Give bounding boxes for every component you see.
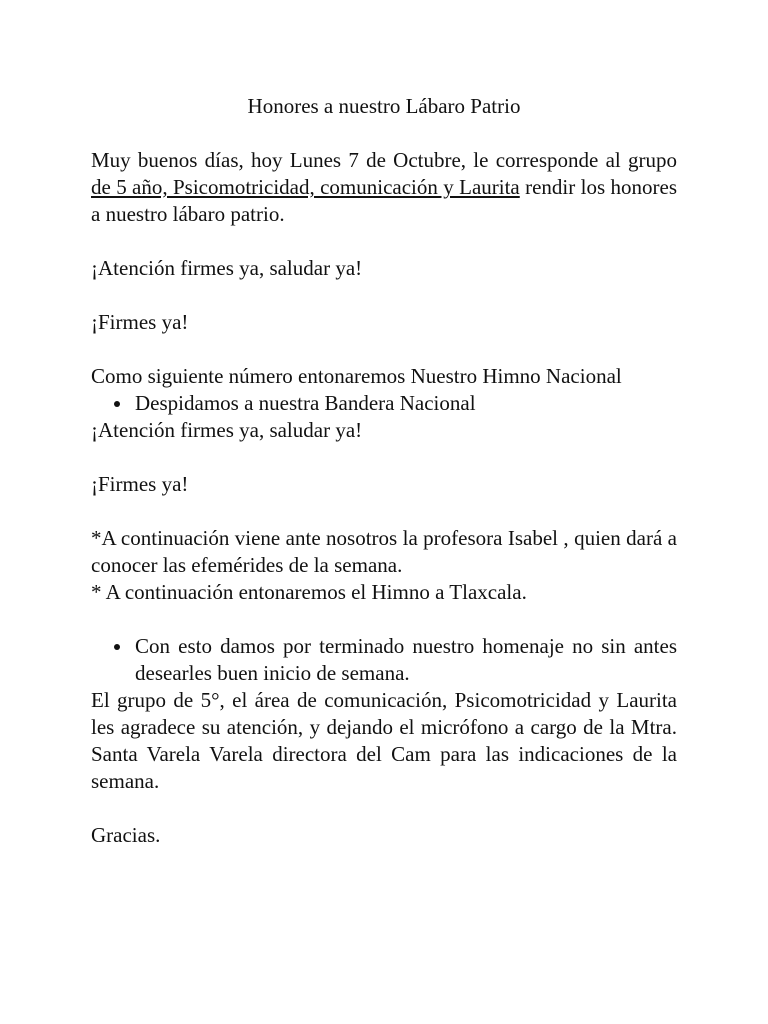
intro-text-start: Muy buenos días, hoy Lunes 7 de Octubre, le corresponde al grupo xyxy=(91,148,677,172)
command-firmes-2: ¡Firmes ya! xyxy=(91,472,189,496)
document-title: Honores a nuestro Lábaro Patrio xyxy=(247,94,521,118)
intro-paragraph xyxy=(91,147,677,228)
command-attention-salute-2: ¡Atención firmes ya, saludar ya! xyxy=(91,418,363,442)
command-attention-salute-1: ¡Atención firmes ya, saludar ya! xyxy=(91,256,363,280)
intro-underlined-groups: de 5 año, Psicomotricidad, comunicación y Laurita xyxy=(91,175,520,199)
bullet-text-closing: Con esto damos por terminado nuestro homenaje no sin antes desearles buen inicio de semana. xyxy=(135,634,677,685)
bullet-icon xyxy=(91,633,135,660)
bullet-item-closing xyxy=(91,633,677,687)
intro-text-end: rendir los honores a nuestro lábaro patrio. xyxy=(91,175,677,226)
command-firmes-1: ¡Firmes ya! xyxy=(91,310,189,334)
efemerides-paragraph: *A continuación viene ante nosotros la profesora Isabel , quien dará a conocer las efemérides de la semana. xyxy=(91,526,677,577)
bullet-text-bandera: Despidamos a nuestra Bandera Nacional xyxy=(135,391,476,415)
himno-tlaxcala-line: * A continuación entonaremos el Himno a Tlaxcala. xyxy=(91,580,527,604)
closing-paragraph: El grupo de 5°, el área de comunicación, Psicomotricidad y Laurita les agradece su atención, y dejando el micrófono a cargo de la Mtra. Santa Varela Varela directora del Cam para las indicaciones de la semana. xyxy=(91,688,677,793)
thanks-line: Gracias. xyxy=(91,823,161,847)
himno-nacional-line: Como siguiente número entonaremos Nuestro Himno Nacional xyxy=(91,364,622,388)
bullet-item-bandera xyxy=(91,390,677,417)
bullet-icon xyxy=(91,390,135,417)
document-page xyxy=(91,93,677,849)
